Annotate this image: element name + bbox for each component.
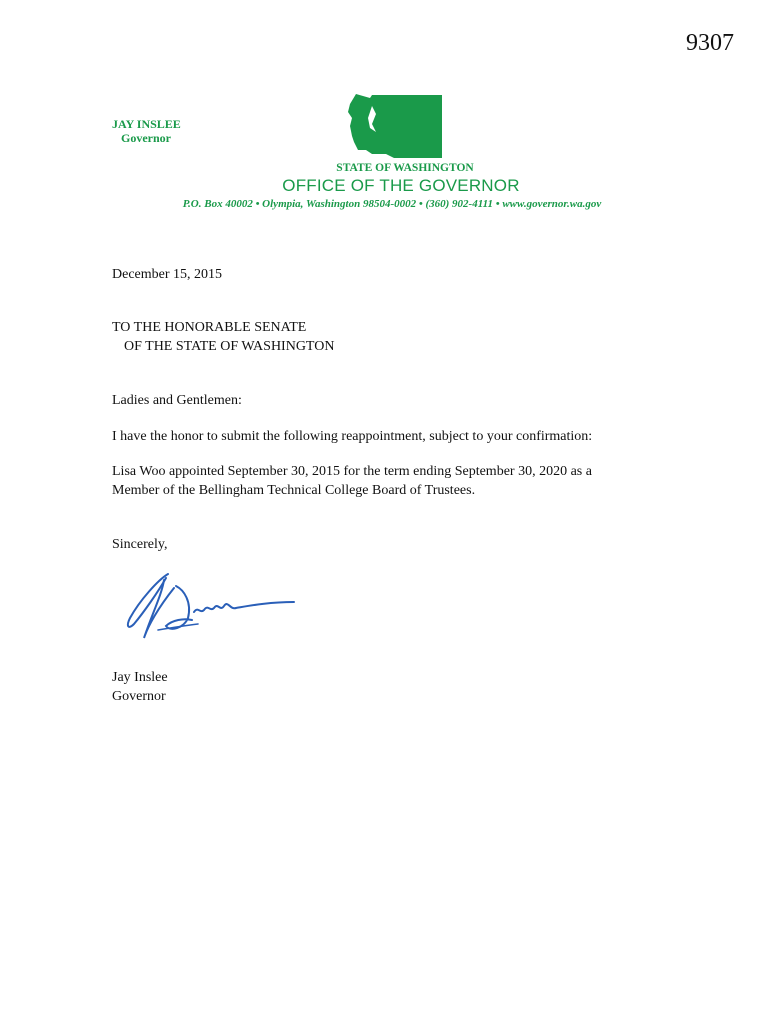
- signer-title: Governor: [112, 689, 166, 704]
- signature-image: [118, 566, 308, 650]
- paragraph-2-line-1: Lisa Woo appointed September 30, 2015 for the term ending September 30, 2020 as a: [112, 464, 592, 479]
- recipient-line-1: TO THE HONORABLE SENATE: [112, 320, 307, 335]
- paragraph-1: I have the honor to submit the following reappointment, subject to your confirmation:: [112, 429, 593, 444]
- signer-name: Jay Inslee: [112, 670, 168, 685]
- state-label: STATE OF WASHINGTON: [336, 162, 474, 174]
- closing: Sincerely,: [112, 537, 168, 552]
- document-number: 9307: [686, 30, 734, 56]
- address-line: P.O. Box 40002 • Olympia, Washington 98504-0002 • (360) 902-4111 • www.governor.wa.gov: [182, 198, 602, 210]
- recipient-line-2: OF THE STATE OF WASHINGTON: [124, 339, 335, 354]
- recipient-block: [112, 318, 334, 356]
- paragraph-2: [112, 462, 592, 500]
- governor-name: JAY INSLEE: [112, 117, 181, 131]
- washington-state-map-icon: [342, 92, 444, 158]
- governor-title: Governor: [121, 131, 171, 145]
- governor-name-block: [112, 117, 181, 145]
- paragraph-2-line-2: Member of the Bellingham Technical College Board of Trustees.: [112, 483, 476, 498]
- signer-block: [112, 668, 168, 706]
- office-label: OFFICE OF THE GOVERNOR: [282, 176, 520, 195]
- salutation: Ladies and Gentlemen:: [112, 393, 242, 408]
- letter-date: December 15, 2015: [112, 267, 223, 282]
